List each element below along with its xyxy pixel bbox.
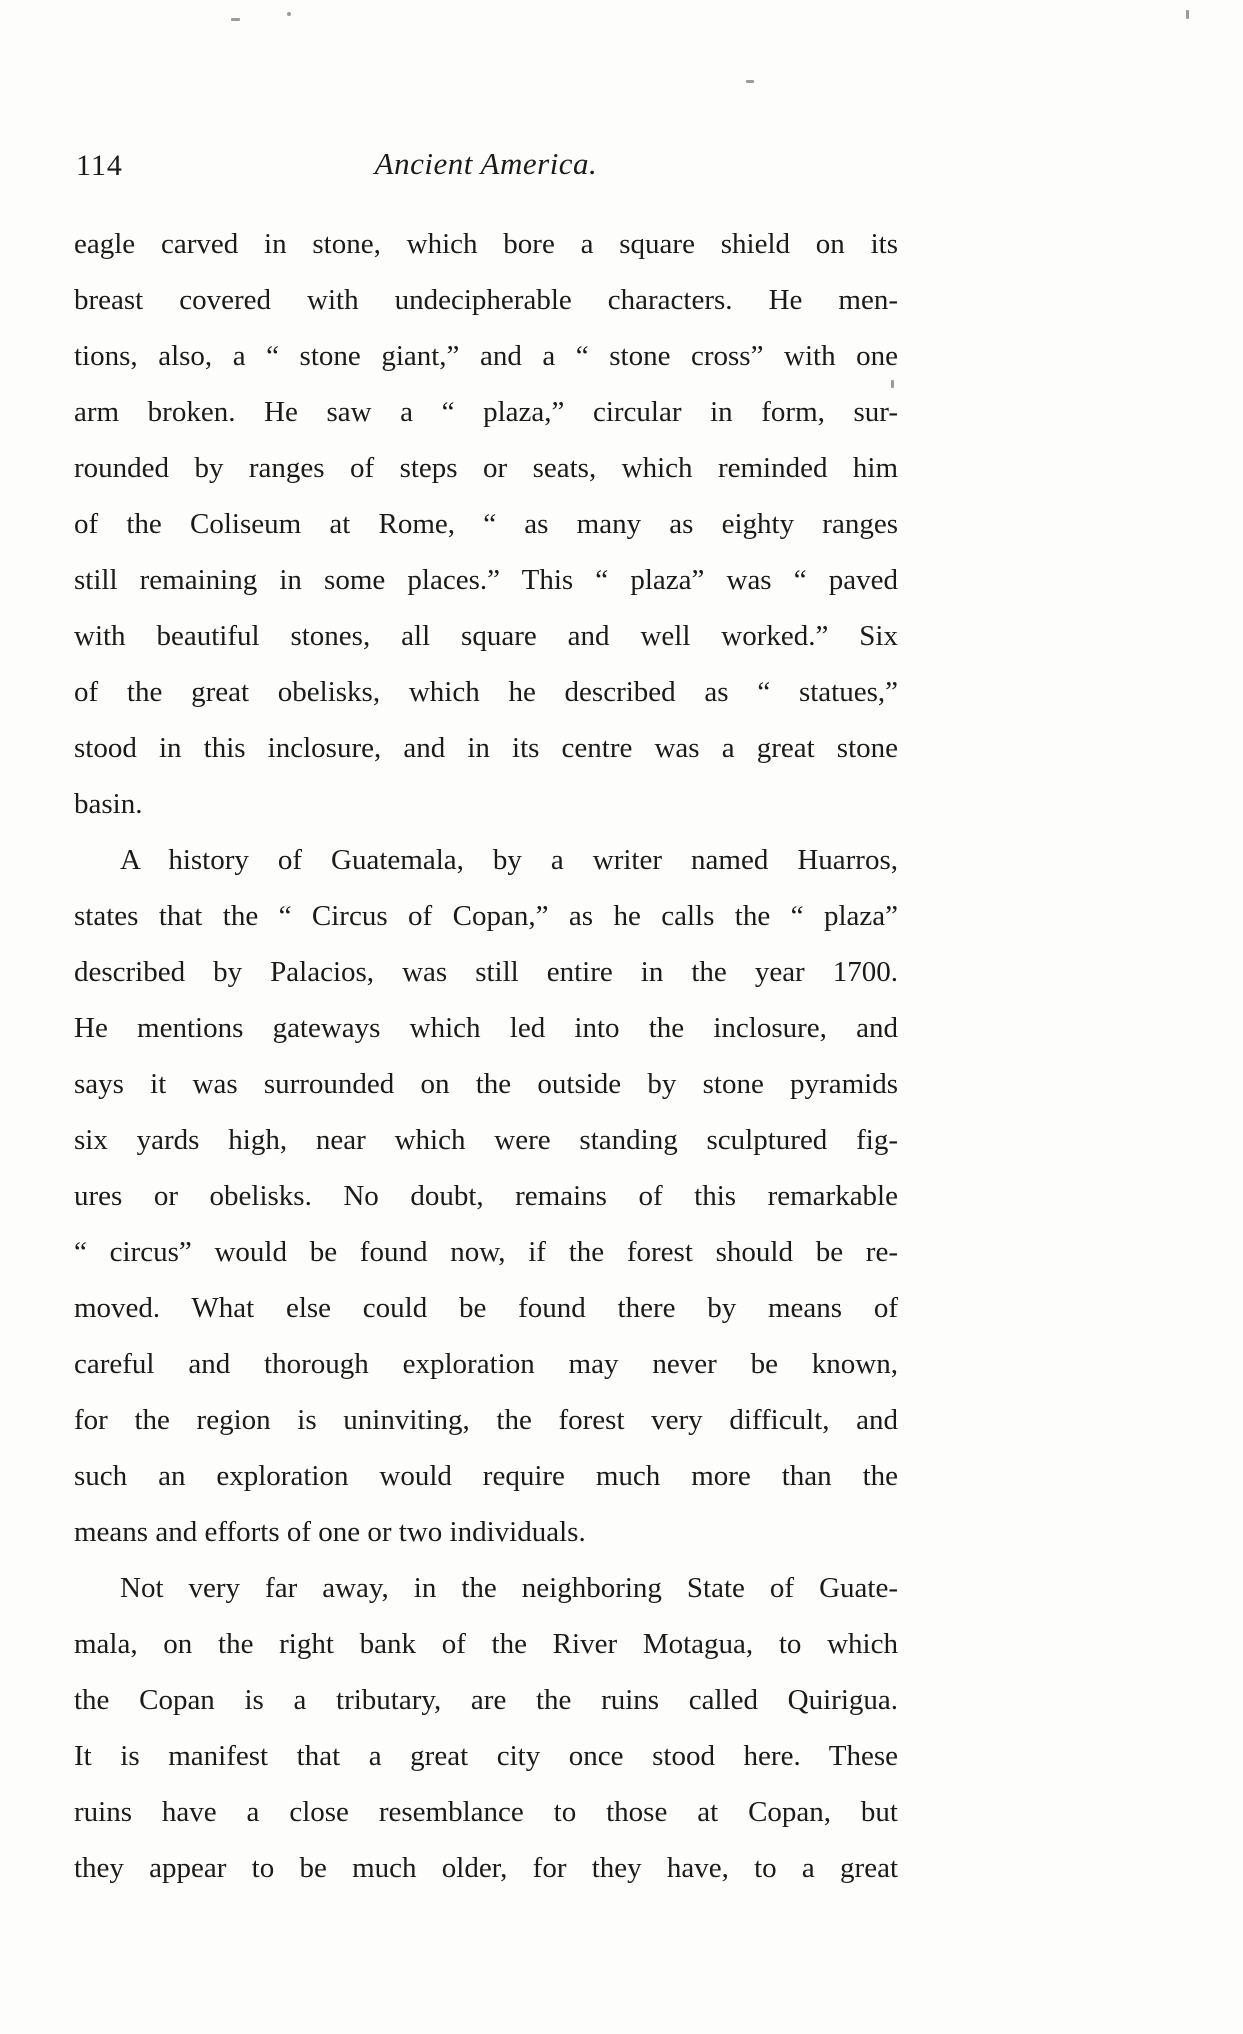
text-line: rounded by ranges of steps or seats, which reminded him	[74, 452, 898, 484]
paragraph	[74, 1560, 898, 1896]
text-line: the Copan is a tributary, are the ruins called Quirigua.	[74, 1684, 898, 1716]
text-line: described by Palacios, was still entire in the year 1700.	[74, 956, 898, 988]
text-line: stood in this inclosure, and in its centre was a great stone	[74, 732, 898, 764]
text-line: It is manifest that a great city once stood here. These	[74, 1740, 898, 1772]
scan-speck	[231, 18, 240, 21]
text-line: says it was surrounded on the outside by stone pyramids	[74, 1068, 898, 1100]
text-line: six yards high, near which were standing sculptured fig-	[74, 1124, 898, 1156]
scan-speck	[746, 80, 754, 83]
text-line: ruins have a close resemblance to those at Copan, but	[74, 1796, 898, 1828]
page-number: 114	[76, 149, 123, 182]
text-line: He mentions gateways which led into the inclosure, and	[74, 1012, 898, 1044]
text-line: with beautiful stones, all square and well worked.” Six	[74, 620, 898, 652]
text-line: ures or obelisks. No doubt, remains of this remarkable	[74, 1180, 898, 1212]
text-line: of the Coliseum at Rome, “ as many as eighty ranges	[74, 508, 898, 540]
text-line: states that the “ Circus of Copan,” as he calls the “ plaza”	[74, 900, 898, 932]
text-line: for the region is uninviting, the forest very difficult, and	[74, 1404, 898, 1436]
scan-speck	[1186, 10, 1189, 19]
running-title: Ancient America.	[374, 146, 598, 181]
text-line: such an exploration would require much more than the	[74, 1460, 898, 1492]
text-line: arm broken. He saw a “ plaza,” circular in form, sur-	[74, 396, 898, 428]
page-header	[74, 146, 898, 190]
scan-speck	[287, 12, 291, 16]
text-line: moved. What else could be found there by means of	[74, 1292, 898, 1324]
paragraph	[74, 216, 898, 832]
text-line: Not very far away, in the neighboring State of Guate-	[120, 1572, 898, 1604]
text-line: careful and thorough exploration may never be known,	[74, 1348, 898, 1380]
text-line: still remaining in some places.” This “ plaza” was “ paved	[74, 564, 898, 596]
text-line: means and efforts of one or two individuals.	[74, 1516, 586, 1548]
text-line: they appear to be much older, for they have, to a great	[74, 1852, 898, 1884]
text-line: mala, on the right bank of the River Motagua, to which	[74, 1628, 898, 1660]
text-line: tions, also, a “ stone giant,” and a “ stone cross” with one	[74, 340, 898, 372]
page-body	[74, 216, 898, 1896]
text-line: eagle carved in stone, which bore a square shield on its	[74, 228, 898, 260]
text-line: A history of Guatemala, by a writer named Huarros,	[120, 844, 898, 876]
text-line: basin.	[74, 788, 143, 820]
text-line: breast covered with undecipherable characters. He men-	[74, 284, 898, 316]
text-line: of the great obelisks, which he described as “ statues,”	[74, 676, 898, 708]
text-line: “ circus” would be found now, if the forest should be re-	[74, 1236, 898, 1268]
paragraph	[74, 832, 898, 1560]
